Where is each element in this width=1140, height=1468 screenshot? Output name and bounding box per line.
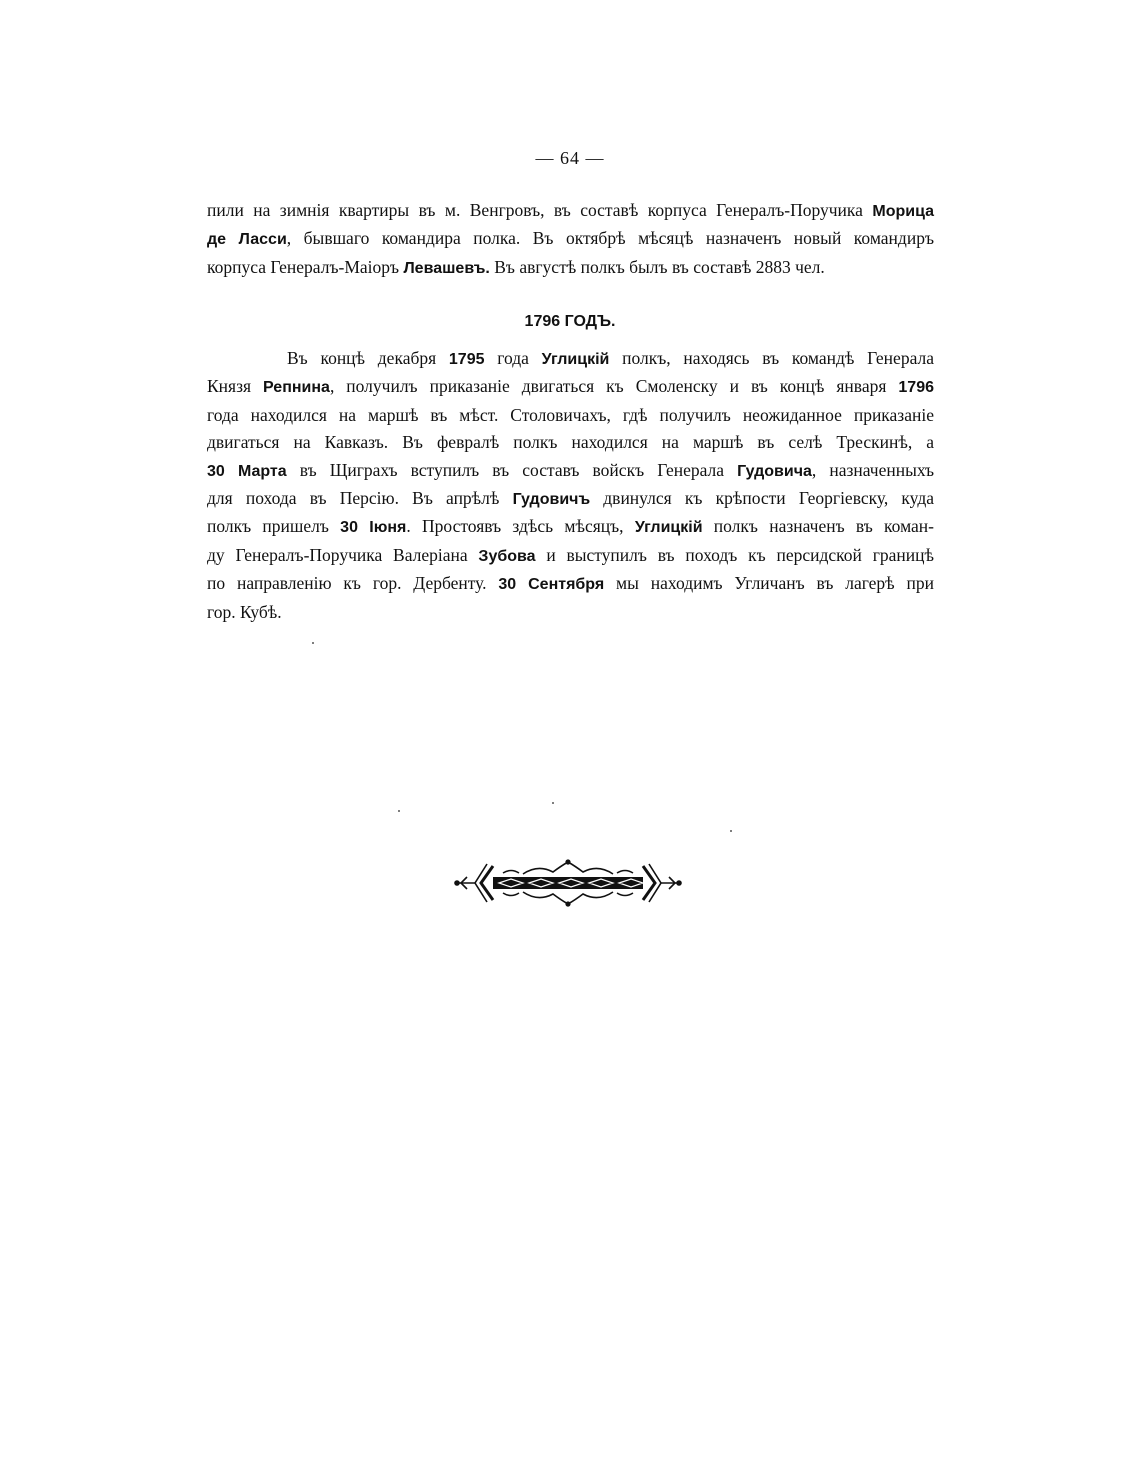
- text-segment: двинулся къ крѣпости Георгіевску, куда: [590, 488, 934, 509]
- text-segment: для похода въ Персію. Въ апрѣлѣ: [207, 488, 513, 509]
- page-number: — 64 —: [535, 148, 605, 168]
- intro-paragraph: [207, 197, 934, 282]
- text-line: [207, 402, 934, 429]
- text-segment: , назначенныхъ: [811, 459, 934, 480]
- text-segment: Въ концѣ декабря: [287, 348, 449, 368]
- text-segment: , получилъ приказаніе двигаться къ Смоленску и въ концѣ января: [329, 376, 899, 397]
- text-segment: корпуса Генералъ-Маіоръ: [207, 256, 404, 277]
- scan-speck: [312, 642, 314, 644]
- bold-text-segment: Углицкій: [541, 351, 610, 368]
- text-line: [207, 513, 934, 541]
- decorative-ornament: [453, 858, 683, 908]
- section-heading: 1796 ГОДЪ.: [524, 313, 616, 330]
- text-segment: Князя: [207, 376, 264, 397]
- text-line: [207, 542, 934, 570]
- bold-text-segment: Морица: [872, 203, 934, 220]
- bold-text-segment: де Ласси: [207, 231, 287, 249]
- bold-text-segment: 1795: [448, 351, 485, 368]
- text-line: [207, 373, 934, 401]
- bold-text-segment: Гудовичъ: [512, 491, 591, 509]
- text-segment: гор. Кубѣ.: [207, 601, 282, 622]
- bold-text-segment: 30 Сентября: [498, 576, 605, 594]
- text-segment: года: [484, 348, 542, 368]
- text-line: [207, 599, 934, 626]
- bold-text-segment: Гудовича: [737, 462, 812, 480]
- text-line: [207, 225, 934, 253]
- text-line: [207, 254, 934, 282]
- text-line: [207, 485, 934, 513]
- bold-text-segment: Углицкій: [634, 519, 703, 537]
- text-segment: по направленію къ гор. Дербенту.: [207, 573, 499, 594]
- text-line: [207, 570, 934, 598]
- text-segment: . Простоявъ здѣсь мѣсяцъ,: [406, 516, 635, 537]
- text-segment: полкъ назначенъ въ коман-: [702, 516, 934, 537]
- text-line: [207, 345, 934, 373]
- text-segment: двигаться на Кавказъ. Въ февралѣ полкъ находился на маршѣ въ селѣ Трескинѣ, а: [207, 432, 934, 453]
- text-segment: , бывшаго командира полка. Въ октябрѣ мѣсяцѣ назначенъ новый командиръ: [286, 228, 934, 249]
- text-line: [207, 457, 934, 485]
- bold-text-segment: 30 Марта: [207, 462, 287, 480]
- text-segment: и выступилъ въ походъ къ персидской границѣ: [535, 544, 934, 565]
- bold-text-segment: Зубова: [478, 547, 536, 565]
- bold-text-segment: 30 Іюня: [340, 519, 407, 537]
- bold-text-segment: Репнина: [263, 379, 330, 397]
- text-segment: ду Генералъ-Поручика Валеріана: [207, 544, 479, 565]
- text-segment: Въ августѣ полкъ былъ въ составѣ 2883 чел.: [489, 256, 825, 277]
- bold-text-segment: Левашевъ.: [403, 259, 490, 277]
- text-line: [207, 429, 934, 456]
- scan-speck: [552, 802, 554, 804]
- main-paragraph: [207, 345, 934, 626]
- text-segment: года находился на маршѣ въ мѣст. Столовичахъ, гдѣ получилъ неожиданное приказаніе: [207, 404, 934, 425]
- text-segment: въ Щиграхъ вступилъ въ составъ войскъ Генерала: [286, 459, 738, 480]
- scan-speck: [398, 810, 400, 812]
- text-segment: мы находимъ Угличанъ въ лагерѣ при: [604, 573, 935, 594]
- scan-speck: [730, 830, 732, 832]
- text-segment: пили на зимнія квартиры въ м. Венгровъ, въ составѣ корпуса Генералъ-Поручика: [207, 200, 873, 220]
- bold-text-segment: 1796: [898, 379, 934, 397]
- text-segment: полкъ, находясь въ командѣ Генерала: [609, 348, 934, 368]
- text-segment: полкъ пришелъ: [207, 516, 341, 537]
- text-line: [207, 197, 934, 225]
